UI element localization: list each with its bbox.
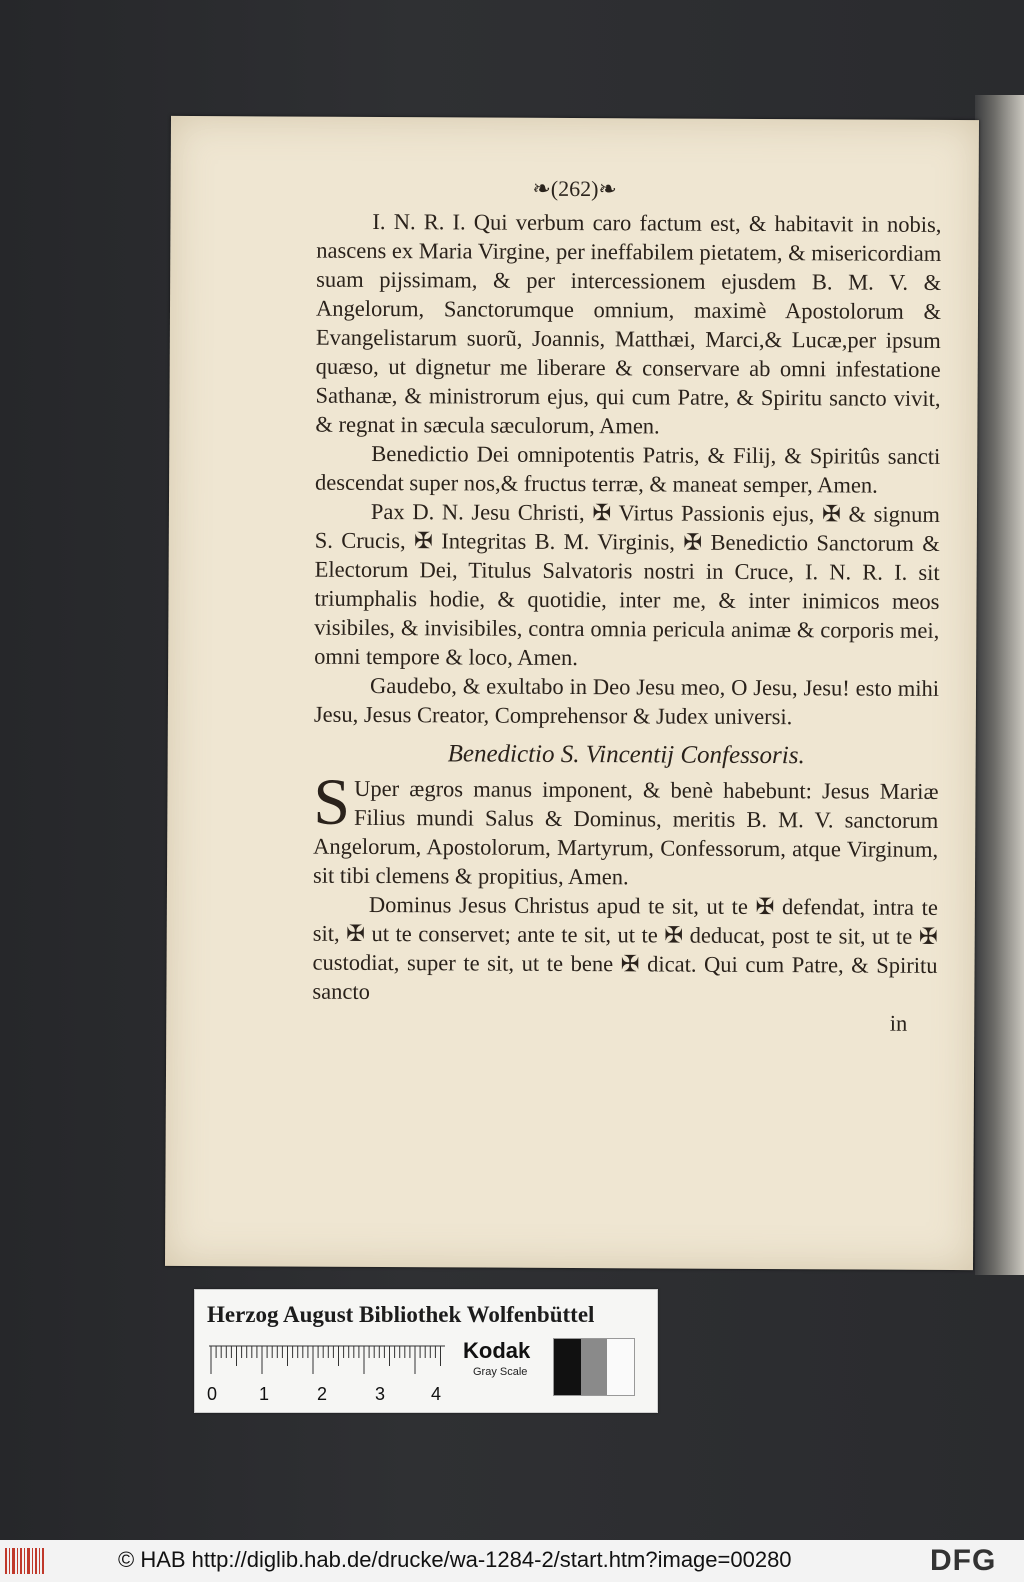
dfg-logo: DFG (930, 1544, 997, 1577)
paragraph-5-text: Uper ægros manus imponent, & benè habebunt: Jesus Mariæ Filius mundi Salus & Dominus, meritis B. M. V. sanctorum Angelorum, Apostolorum, Martyrum, Confessorum, atque Virginum, sit tibi clemens & propitius, Amen. (312, 775, 939, 890)
color-target-card (194, 1289, 658, 1413)
page-number: ❧(262)❧ (532, 175, 617, 202)
patch-white (607, 1339, 634, 1395)
drop-cap: S (313, 765, 351, 839)
copyright-url[interactable]: © HAB http://diglib.hab.de/drucke/wa-1284-2/start.htm?image=00280 (118, 1547, 792, 1572)
patch-black (554, 1339, 581, 1395)
paragraph-3: Pax D. N. Jesu Christi, ✠ Virtus Passionis ejus, ✠ & signum S. Crucis, ✠ Integritas B. M. Virginis, ✠ Benedictio Sanctorum & Electorum Dei, Titulus Salvatoris nostri in Cruce, I. N. R. I. sit triumphalis hodie, & quotidie, inter me, & inter inimicos meos visibiles, & invisibiles, contra omnia pericula animæ & corporis mei, omni tempore & loco, Amen. (314, 498, 941, 671)
book-page (165, 116, 979, 1270)
barcode-icon (4, 1546, 46, 1576)
kodak-brand: Kodak (463, 1338, 531, 1363)
ruler-label: 2 (317, 1384, 328, 1404)
paragraph-5 (312, 765, 939, 893)
gray-patches (553, 1338, 635, 1396)
library-name: Herzog August Bibliothek Wolfenbüttel (207, 1302, 595, 1327)
footer-bar (0, 1540, 1024, 1582)
section-heading: Benedictio S. Vincentij Confessoris. (447, 740, 805, 770)
next-page-edge (975, 95, 1024, 1275)
patch-gray (581, 1339, 608, 1395)
paragraph-6: Dominus Jesus Christus apud te sit, ut te ✠ defendat, intra te sit, ✠ ut te conservet; ante te sit, ut te ✠ deducat, post te sit, ut te ✠ custodiat, super te sit, ut te bene ✠ dicat. Qui cum Patre, & Spiritu sancto (312, 891, 938, 1004)
page-text (312, 207, 941, 1038)
ruler-label: 3 (375, 1384, 386, 1404)
gray-scale-label: Gray Scale (473, 1366, 528, 1378)
ruler-label: 4 (431, 1384, 442, 1404)
paragraph-1: I. N. R. I. Qui verbum caro factum est, & habitavit in nobis, nascens ex Maria Virgine, per ineffabilem pietatem, & misericordiam suam pijssimam, & per intercessionem ejusdem B. M. V. & Angelorum, Sanctorumque omnium, maximè Apostolorum & Evangelistarum suorũ, Joannis, Matthæi, Marci,& Lucæ,per ipsum quæso, ut dignetur me liberare & conservare ab omni infestatione Sathanæ, & ministrorum ejus, qui cum Patre, & Spiritu sancto vivit, & regnat in sæcula sæculorum, Amen. (315, 208, 942, 439)
ruler-label: 0 (207, 1384, 218, 1404)
catchword: in (889, 1010, 908, 1036)
paragraph-4: Gaudebo, & exultabo in Deo Jesu meo, O Jesu, Jesu! esto mihi Jesu, Jesus Creator, Comprehensor & Judex universi. (313, 672, 940, 730)
ruler-label: 1 (259, 1384, 270, 1404)
paragraph-2: Benedictio Dei omnipotentis Patris, & Filij, & Spiritûs sancti descendat super nos,& fructus terræ, & maneat semper, Amen. (315, 440, 941, 498)
ruler (207, 1344, 447, 1404)
